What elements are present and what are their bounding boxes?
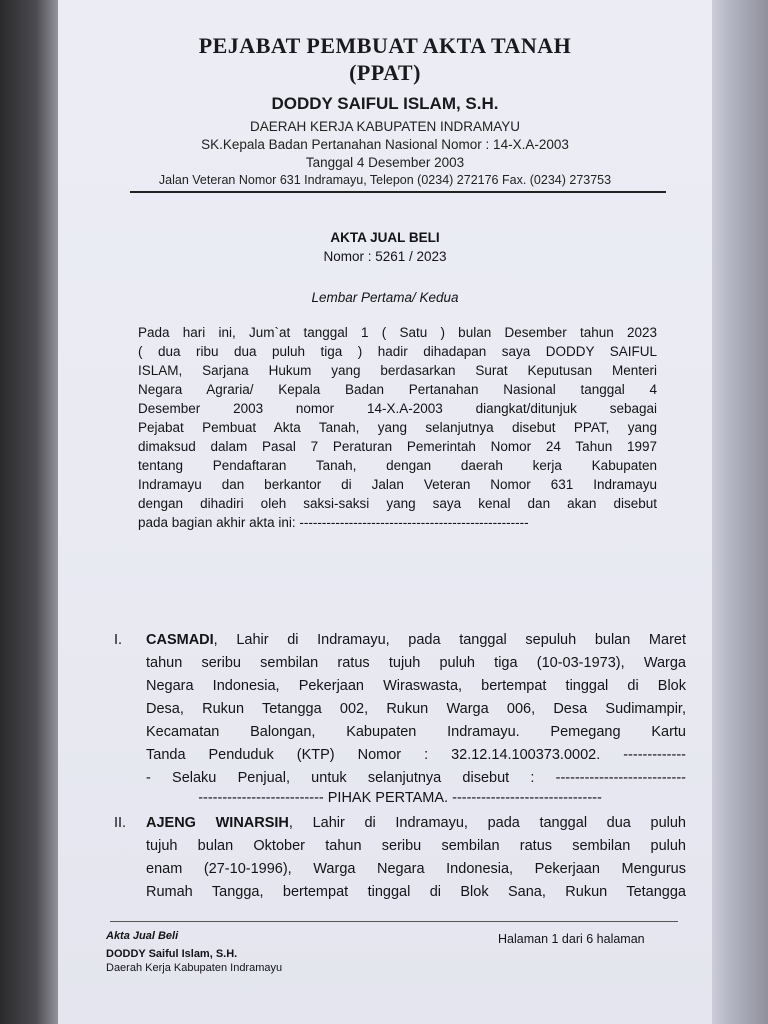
party-line: - Selaku Penjual, untuk selanjutnya disebut : --------------------------- [146, 770, 686, 786]
party-designation: -------------------------- PIHAK PERTAMA. ------------------------------- [198, 790, 602, 806]
background-edge-right [710, 0, 768, 1024]
footer-divider [110, 921, 678, 922]
header-subtitle: (PPAT) [349, 60, 421, 85]
sheet-label: Lembar Pertama/ Kedua [311, 290, 459, 305]
party-line: , Lahir di Indramayu, pada tanggal dua puluh [288, 815, 686, 831]
paragraph-line: dimaksud dalam Pasal 7 Peraturan Pemerintah Nomor 24 Tahun 1997 [138, 439, 657, 454]
footer-area: Daerah Kerja Kabupaten Indramayu [106, 962, 283, 974]
party-line: enam (27-10-1996), Warga Negara Indonesia, Pekerjaan Mengurus [146, 861, 686, 877]
header-divider [130, 191, 666, 193]
footer-deed-label: Akta Jual Beli [106, 930, 179, 942]
header-address: Jalan Veteran Nomor 631 Indramayu, Telepon (0234) 272176 Fax. (0234) 273753 [158, 173, 612, 187]
paragraph-line: pada bagian akhir akta ini: --------------------------------------------------- [138, 515, 529, 530]
header-decree: SK.Kepala Badan Pertanahan Nasional Nomor : 14-X.A-2003 [201, 137, 569, 152]
party-line: tujuh bulan Oktober tahun seribu sembilan ratus sembilan puluh [146, 838, 686, 854]
opening-paragraph [138, 323, 657, 532]
party-numeral: I. [114, 632, 123, 648]
paragraph-line: Indramayu dan berkantor di Jalan Veteran Nomor 631 Indramayu [138, 477, 657, 492]
paragraph-line: Pejabat Pembuat Akta Tanah, yang selanjutnya disebut PPAT, yang [138, 420, 657, 435]
paragraph-line: ( dua ribu dua puluh tiga ) hadir dihadapan saya DODDY SAIFUL [138, 344, 657, 359]
party-line: , Lahir di Indramayu, pada tanggal sepuluh bulan Maret [213, 632, 686, 648]
party-line: Tanda Penduduk (KTP) Nomor : 32.12.14.100373.0002. ------------- [146, 747, 686, 763]
header-area: DAERAH KERJA KABUPATEN INDRAMAYU [249, 119, 521, 134]
document-page [58, 0, 712, 1024]
party-name: AJENG WINARSIH [146, 815, 289, 831]
paragraph-line: Negara Agraria/ Kepala Badan Pertanahan Nasional tanggal 4 [138, 382, 657, 397]
party-name: CASMADI [146, 632, 214, 648]
page-number: Halaman 1 dari 6 halaman [498, 932, 645, 946]
header-date: Tanggal 4 Desember 2003 [305, 155, 465, 170]
footer-name: DODDY Saiful Islam, S.H. [106, 948, 238, 960]
party-line: Rumah Tangga, bertempat tinggal di Blok Sana, Rukun Tetangga [146, 884, 686, 900]
deed-number: Nomor : 5261 / 2023 [323, 249, 447, 264]
header-name: DODDY SAIFUL ISLAM, S.H. [271, 94, 499, 113]
party-line: Kecamatan Balongan, Kabupaten Indramayu. Pemegang Kartu [146, 724, 686, 740]
deed-title: AKTA JUAL BELI [330, 230, 440, 245]
party-line: tahun seribu sembilan ratus tujuh puluh tiga (10-03-1973), Warga [146, 655, 686, 671]
party-numeral: II. [114, 815, 127, 831]
header-title: PEJABAT PEMBUAT AKTA TANAH [198, 33, 572, 58]
paragraph-line: Desember 2003 nomor 14-X.A-2003 diangkat/ditunjuk sebagai [138, 401, 657, 416]
paragraph-line: dengan dihadiri oleh saksi-saksi yang saya kenal dan akan disebut [138, 496, 657, 511]
paragraph-line: tentang Pendaftaran Tanah, dengan daerah kerja Kabupaten [138, 458, 657, 473]
party-line: Desa, Rukun Tetangga 002, Rukun Warga 006, Desa Sudimampir, [146, 701, 686, 717]
paragraph-line: ISLAM, Sarjana Hukum yang berdasarkan Surat Keputusan Menteri [138, 363, 657, 378]
background-edge-left [0, 0, 60, 1024]
paragraph-line: Pada hari ini, Jum`at tanggal 1 ( Satu ) bulan Desember tahun 2023 [138, 325, 657, 340]
party-line: Negara Indonesia, Pekerjaan Wiraswasta, bertempat tinggal di Blok [146, 678, 686, 694]
